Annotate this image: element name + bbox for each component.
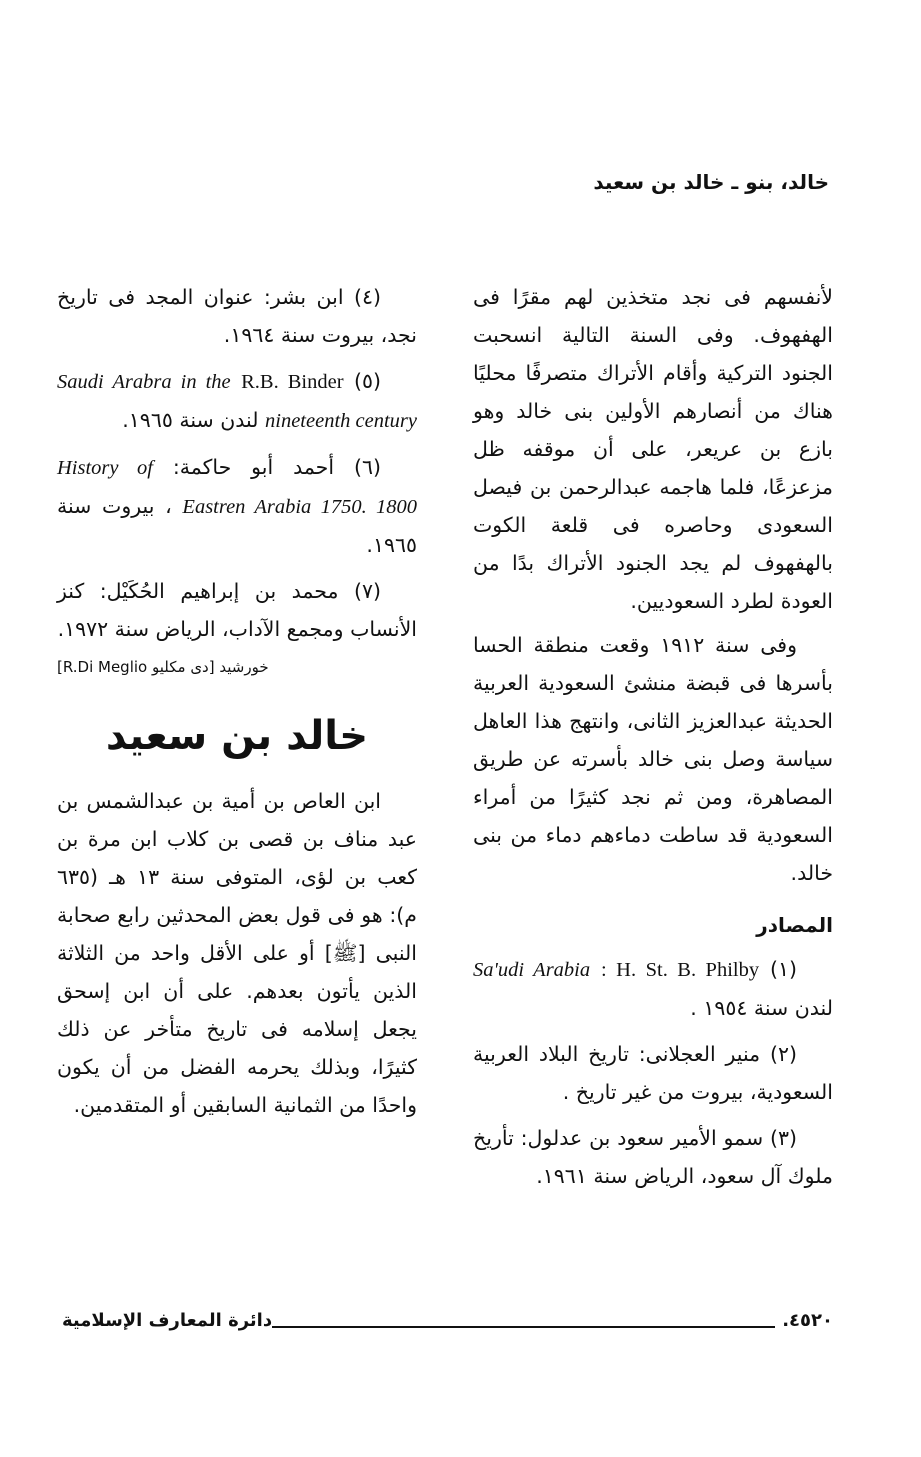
reference-latin-title: Sa'udi Arabia: [473, 959, 591, 981]
reference-text: ، بيروت سنة ١٩٦٥.: [57, 494, 417, 557]
reference-item: [473, 950, 833, 1027]
reference-text: ابن بشر: عنوان المجد فى تاريخ نجد، بيروت سنة ١٩٦٤.: [57, 285, 417, 347]
reference-item: [473, 1119, 833, 1195]
page-number: ٤٥٢٠.: [782, 1310, 833, 1331]
reference-item: [473, 1035, 833, 1111]
sources-heading: المصادر: [756, 913, 833, 937]
reference-latin-title: Saudi Arabra in the nineteenth century: [57, 371, 417, 432]
page-footer: [62, 1310, 833, 1340]
reference-number: (٣): [769, 1126, 797, 1150]
reference-arabic-author: أحمد أبو حاكمة:: [172, 455, 335, 479]
reference-item: [57, 448, 417, 564]
reference-item: [57, 278, 417, 354]
reference-text: سمو الأمير سعود بن عدلول: تأريخ ملوك آل سعود، الرياض سنة ١٩٦١.: [473, 1126, 833, 1188]
body-paragraph: لأنفسهم فى نجد متخذين لهم مقرًا فى الهفهوف. وفى السنة التالية انسحبت الجنود التركية وأقام الأتراك متصرفًا محليًا هناك من أنصارهم الأولين بنى خالد وهو بازع بن عريعر، على أن موقفه ظل مزعزعًا، فلما هاجمه عبدالرحمن بن فيصل السعودى وحاصره فى قلعة الكوت بالهفهوف لم يجد الجنود الأتراك بدًا من العودة لطرد السعوديين.: [473, 285, 833, 613]
article-body: ابن العاص بن أمية بن عبدالشمس بن عبد مناف بن قصى بن كلاب ابن مرة بن كعب بن لؤى، المتوفى سنة ١٣ هـ (٦٣٥ م): هو فى قول بعض المحدثين رابع صحابة النبى [ﷺ] أو على الأقل واحد من الثلاثة الذين يأتون بعدهم. على أن ابن إسحق يجعل إسلامه فى تاريخ متأخر عن ذلك كثيرًا، وبذلك يحرمه الفضل من أن يكون واحدًا من الثمانية السابقين أو المتقدمين.: [57, 789, 417, 1117]
right-column: [473, 278, 833, 1203]
reference-number: (١): [769, 957, 797, 981]
running-title: خالد، بنو ـ خالد بن سعيد: [593, 170, 829, 194]
publication-title: دائرة المعارف الإسلامية: [62, 1310, 273, 1331]
left-column: [57, 278, 417, 1130]
reference-text: منير العجلانى: تاريخ البلاد العربية السعودية، بيروت من غير تاريخ .: [473, 1042, 833, 1104]
reference-text: محمد بن إبراهيم الحُكَيْل: كنز الأنساب ومجمع الآداب، الرياض سنة ١٩٧٢.: [57, 579, 417, 641]
article-title: خالد بن سعيد: [105, 713, 369, 759]
author-signature: خورشيد [دى مكليو R.Di Meglio]: [57, 658, 269, 676]
reference-item: [57, 572, 417, 648]
reference-text: لندن سنة ١٩٦٥.: [122, 408, 259, 432]
footer-divider: [272, 1326, 775, 1328]
reference-number: (٤): [353, 285, 381, 309]
reference-text: لندن سنة ١٩٥٤ .: [690, 996, 833, 1020]
reference-number: (٢): [769, 1042, 797, 1066]
reference-latin-author: R.B. Binder: [241, 371, 344, 393]
reference-latin-title: History of Eastren Arabia 1750. 1800: [57, 457, 417, 518]
reference-number: (٦): [353, 455, 381, 479]
reference-number: (٧): [353, 579, 381, 603]
reference-item: [57, 362, 417, 440]
body-paragraph: وفى سنة ١٩١٢ وقعت منطقة الحسا بأسرها فى قبضة منشئ السعودية العربية الحديثة عبدالعزيز الثانى، وانتهج هذا العاهل سياسة وصل بنى خالد بأسرته عن طريق المصاهرة، ومن ثم نجد كثيرًا من أمراء السعودية قد ساطت دماءهم دماء من بنى خالد.: [473, 633, 833, 885]
reference-number: (٥): [353, 369, 381, 393]
reference-latin-author: : H. St. B. Philby: [601, 959, 760, 981]
